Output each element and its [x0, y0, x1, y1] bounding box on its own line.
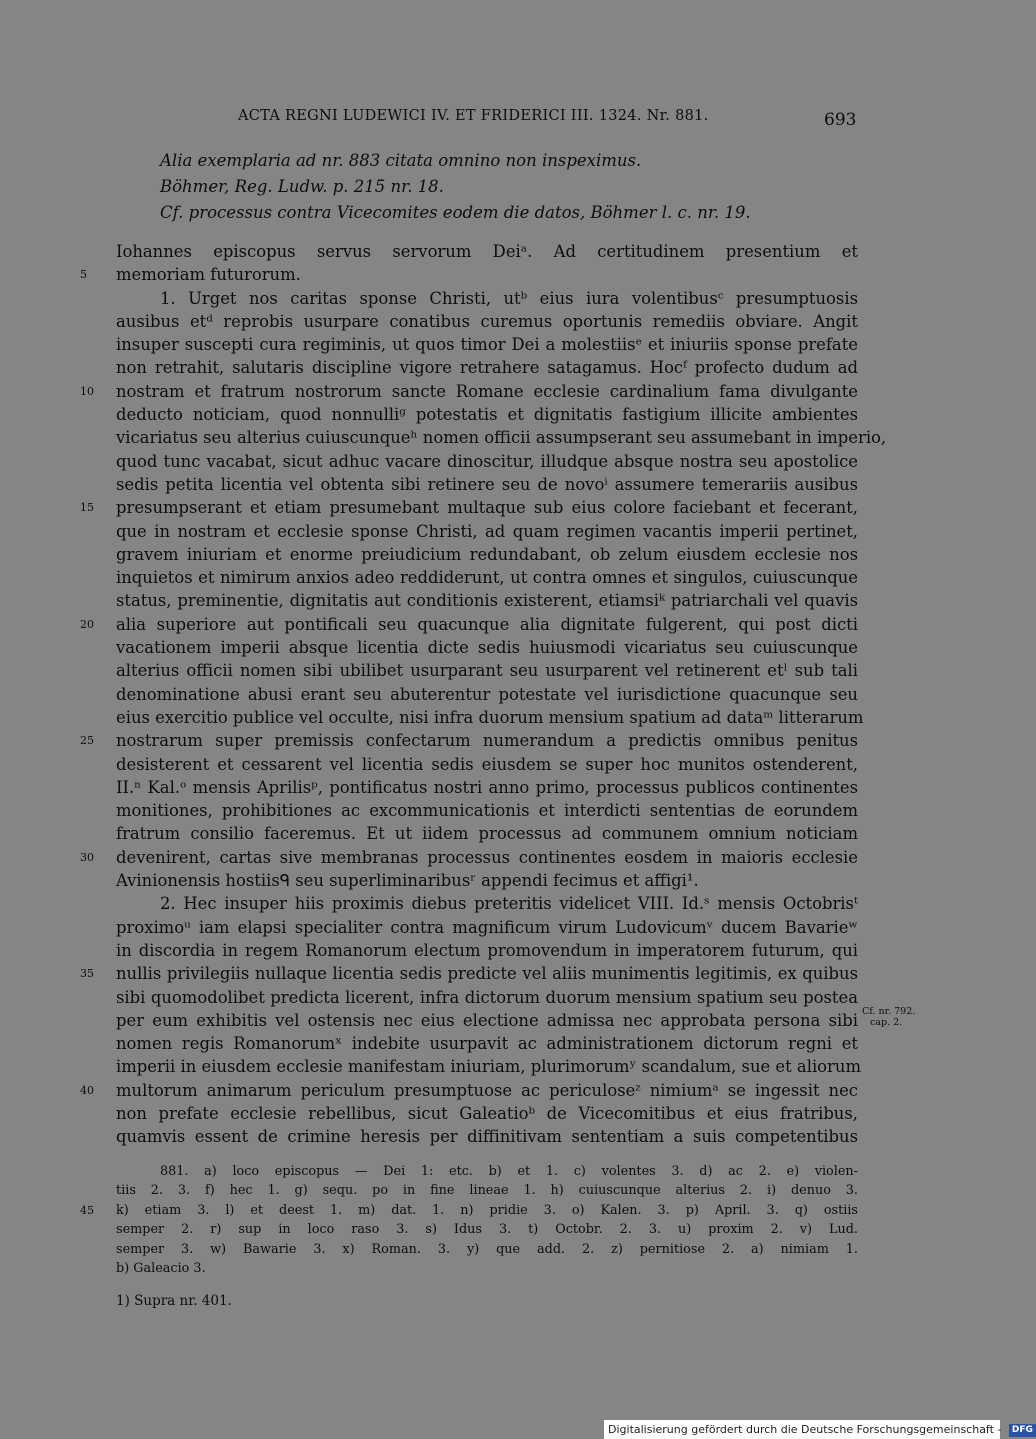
- text-line-content: deducto noticiam, quod nonnulliᵍ potestatis et dignitatis fastigium illicite ambientes: [116, 405, 858, 425]
- text-line-content: in discordia in regem Romanorum electum promovendum in imperatorem futurum, qui: [116, 940, 858, 960]
- text-line-content: fratrum consilio faceremus. Et ut iidem processus ad communem omnium noticiam: [116, 824, 858, 844]
- line-number: 30: [80, 850, 94, 864]
- footnote-line: [116, 1181, 858, 1200]
- line-number: 40: [80, 1083, 94, 1097]
- text-line: [80, 263, 858, 286]
- text-line-content: status, preminentie, dignitatis aut conditionis existerent, etiamsiᵏ patriarchali vel quavis: [116, 591, 858, 611]
- text-line: [80, 613, 858, 636]
- text-line: [80, 729, 858, 752]
- text-line-content: non retrahit, salutaris discipline vigore retrahere satagamus. Hocᶠ profecto dudum ad: [116, 358, 858, 378]
- text-line: [116, 589, 858, 612]
- text-line: [116, 1009, 858, 1032]
- text-line-content: eius exercitio publice vel occulte, nisi infra duorum mensium spatium ad dataᵐ litterarum: [116, 707, 864, 727]
- text-line: [116, 1055, 861, 1078]
- text-line-content: alia superiore aut pontificali seu quacunque alia dignitate fulgerent, qui post dicti: [116, 614, 858, 634]
- text-line-content: ausibus etᵈ reprobis usurpare conatibus curemus oportunis remediis obviare. Angit: [116, 311, 858, 331]
- text-line-content: II.ⁿ Kal.ᵒ mensis Aprilisᵖ, pontificatus nostri anno primo, processus publicos continentes: [116, 777, 858, 797]
- text-line-content: Avinionensis hostiisᑫ seu superliminaribusʳ appendi fecimus et affigi¹.: [116, 871, 699, 891]
- dfg-funding-text: Digitalisierung gefördert durch die Deutsche Forschungsgemeinschaft -: [608, 1423, 1002, 1436]
- line-number: 20: [80, 617, 94, 631]
- footnote-text: semper 3. w) Bawarie 3. x) Roman. 3. y) que add. 2. z) pernitiose 2. a) nimiam 1.: [116, 1241, 858, 1257]
- text-line-content: inquietos et nimirum anxios adeo reddiderunt, ut contra omnes et singulos, cuiuscunque: [116, 568, 858, 588]
- text-line-content: insuper suscepti cura regiminis, ut quos timor Dei a molestiisᵉ et iniuriis sponse prefate: [116, 335, 858, 355]
- text-line-content: multorum animarum periculum presumptuose ac periculoseᶻ nimiumᵃ se ingessit nec: [116, 1080, 858, 1100]
- text-line-content: sedis petita licentia vel obtenta sibi retinere seu de novoⁱ assumere temerariis ausibus: [116, 474, 858, 494]
- reference-line: Alia exemplaria ad nr. 883 citata omnino non inspeximus.: [160, 151, 642, 170]
- text-line: [116, 822, 858, 845]
- footnotes-block: [80, 1162, 858, 1278]
- text-line: [116, 1125, 858, 1148]
- text-line: [116, 287, 858, 310]
- text-line-content: quamvis essent de crimine heresis per diffinitivam sententiam a suis competentibus: [116, 1127, 858, 1147]
- footnote-line: [116, 1220, 858, 1239]
- line-number: 10: [80, 384, 94, 398]
- text-line-content: denominatione abusi erant seu abuterentur potestate vel iurisdictione quacunque seu: [116, 684, 858, 704]
- text-line: [116, 473, 858, 496]
- dfg-funding-bar: [604, 1420, 1033, 1439]
- text-line: [116, 892, 858, 915]
- text-line-content: nostrarum super premissis confectarum numerandum a predictis omnibus penitus: [116, 731, 858, 751]
- text-line: [116, 869, 858, 892]
- footnote-text: tiis 2. 3. f) hec 1. g) sequ. po in fine lineae 1. h) cuiuscunque alterius 2. i) denuo 3.: [116, 1183, 858, 1199]
- text-line-content: per eum exhibitis vel ostensis nec eius electione admissa nec approbata persona sibi: [116, 1010, 858, 1030]
- text-line-content: nullis privilegiis nullaque licentia sedis predicte vel aliis munimentis legitimis, ex quibus: [116, 964, 858, 984]
- text-line-content: nostram et fratrum nostrorum sancte Romane ecclesie cardinalium fama divulgante: [116, 381, 858, 401]
- line-number: 35: [80, 967, 94, 981]
- references-block: [160, 148, 880, 226]
- text-line: [116, 776, 858, 799]
- text-line-content: non prefate ecclesie rebellibus, sicut Galeatioᵇ de Vicecomitibus et eius fratribus,: [116, 1103, 858, 1123]
- text-line: [116, 799, 858, 822]
- footnote-line: [116, 1259, 858, 1278]
- text-line: [116, 403, 858, 426]
- text-line-content: desisterent et cessarent vel licentia sedis eiusdem se super hoc munitos ostenderent,: [116, 754, 858, 774]
- text-line-content: memoriam futurorum.: [116, 265, 301, 285]
- text-line: [116, 356, 858, 379]
- text-line: [116, 986, 858, 1009]
- text-line: [116, 659, 858, 682]
- text-line-content: presumpserant et etiam presumebant multaque sub eius colore faciebant et fecerant,: [116, 498, 858, 518]
- text-line-content: quod tunc vacabat, sicut adhuc vacare dinoscitur, illudque absque nostra seu apostolice: [116, 451, 858, 471]
- text-line-content: vicariatus seu alterius cuiuscunqueʰ nomen officii assumpserant seu assumebant in imperio,: [116, 428, 887, 448]
- text-line-content: devenirent, cartas sive membranas processus continentes eosdem in maioris ecclesie: [116, 847, 858, 867]
- text-line-content: sibi quomodolibet predicta licerent, infra dictorum duorum mensium spatium seu postea: [116, 987, 858, 1007]
- reference-line: Böhmer, Reg. Ludw. p. 215 nr. 18.: [160, 177, 444, 196]
- text-line-content: que in nostram et ecclesie sponse Christi, ad quam regimen vacantis imperii pertinet,: [116, 521, 858, 541]
- text-line: [116, 520, 858, 543]
- text-line: [116, 543, 858, 566]
- reference-line: Cf. processus contra Vicecomites eodem die datos, Böhmer l. c. nr. 19.: [160, 203, 751, 222]
- footnote-line: [80, 1201, 858, 1220]
- line-number: 15: [80, 501, 94, 515]
- text-line: [116, 310, 858, 333]
- text-line-content: proximoᵘ iam elapsi specialiter contra magnificum virum Ludovicumᵛ ducem Bavarieʷ: [116, 917, 858, 937]
- text-line: [80, 380, 858, 403]
- text-line: [116, 753, 858, 776]
- text-line: [116, 916, 858, 939]
- text-line-content: nomen regis Romanorumˣ indebite usurpavit ac administrationem dictorum regni et: [116, 1034, 858, 1054]
- text-line: [116, 1102, 858, 1125]
- text-line-content: imperii in eiusdem ecclesie manifestam iniuriam, plurimorumʸ scandalum, sue et aliorum: [116, 1057, 861, 1077]
- footnote-text: semper 2. r) sup in loco raso 3. s) Idus 3. t) Octobr. 2. 3. u) proxim 2. v) Lud.: [116, 1222, 858, 1238]
- text-line: [116, 706, 864, 729]
- footnote-line: [116, 1162, 858, 1181]
- margin-note-line: Cf. nr. 792.: [862, 1006, 916, 1017]
- text-line-content: monitiones, prohibitiones ac excommunicationis et interdicti sententias de eorundem: [116, 801, 858, 821]
- text-line: [116, 1032, 858, 1055]
- text-line-content: Iohannes episcopus servus servorum Deiᵃ. Ad certitudinem presentium et: [116, 242, 858, 261]
- text-line: [116, 426, 887, 449]
- text-line: [80, 962, 858, 985]
- text-line-content: 1. Urget nos caritas sponse Christi, utᵇ eius iura volentibusᶜ presumptuosis: [160, 288, 858, 308]
- footnote-text: b) Galeacio 3.: [116, 1260, 206, 1276]
- text-line: [116, 683, 858, 706]
- text-line: [116, 939, 858, 962]
- margin-note: [862, 1006, 915, 1028]
- note-1: 1) Supra nr. 401.: [116, 1293, 232, 1309]
- text-line: [116, 240, 858, 263]
- running-header: ACTA REGNI LUDEWICI IV. ET FRIDERICI III. 1324. Nr. 881.: [238, 108, 709, 124]
- text-line: [80, 496, 858, 519]
- footnote-text: 881. a) loco episcopus — Dei 1: etc. b) et 1. c) volentes 3. d) ac 2. e) violen-: [160, 1164, 858, 1179]
- page-number: 693: [824, 110, 857, 130]
- text-line-content: 2. Hec insuper hiis proximis diebus preteritis videlicet VIII. Id.ˢ mensis Octobrisᵗ: [160, 894, 858, 914]
- footnote-line: [116, 1240, 858, 1259]
- text-line: [116, 566, 858, 589]
- margin-note-line: cap. 2.: [870, 1017, 903, 1028]
- text-line: [80, 1079, 858, 1102]
- text-line-content: alterius officii nomen sibi ubilibet usurparant seu usurparent vel retinerent etˡ sub tali: [116, 661, 858, 681]
- line-number: 45: [80, 1203, 94, 1217]
- dfg-logo: DFG: [1009, 1424, 1036, 1437]
- line-number: 5: [80, 268, 87, 282]
- line-number: 25: [80, 734, 94, 748]
- text-line-content: vacationem imperii absque licentia dicte sedis huiusmodi vicariatus seu cuiuscunque: [116, 638, 858, 658]
- text-line: [116, 636, 858, 659]
- text-line: [116, 450, 858, 473]
- text-line-content: gravem iniuriam et enorme preiudicium redundabant, ob zelum eiusdem ecclesie nos: [116, 544, 858, 564]
- text-line: [80, 846, 858, 869]
- text-line: [116, 333, 858, 356]
- footnote-text: k) etiam 3. l) et deest 1. m) dat. 1. n) pridie 3. o) Kalen. 3. p) April. 3. q) ostiis: [116, 1202, 858, 1218]
